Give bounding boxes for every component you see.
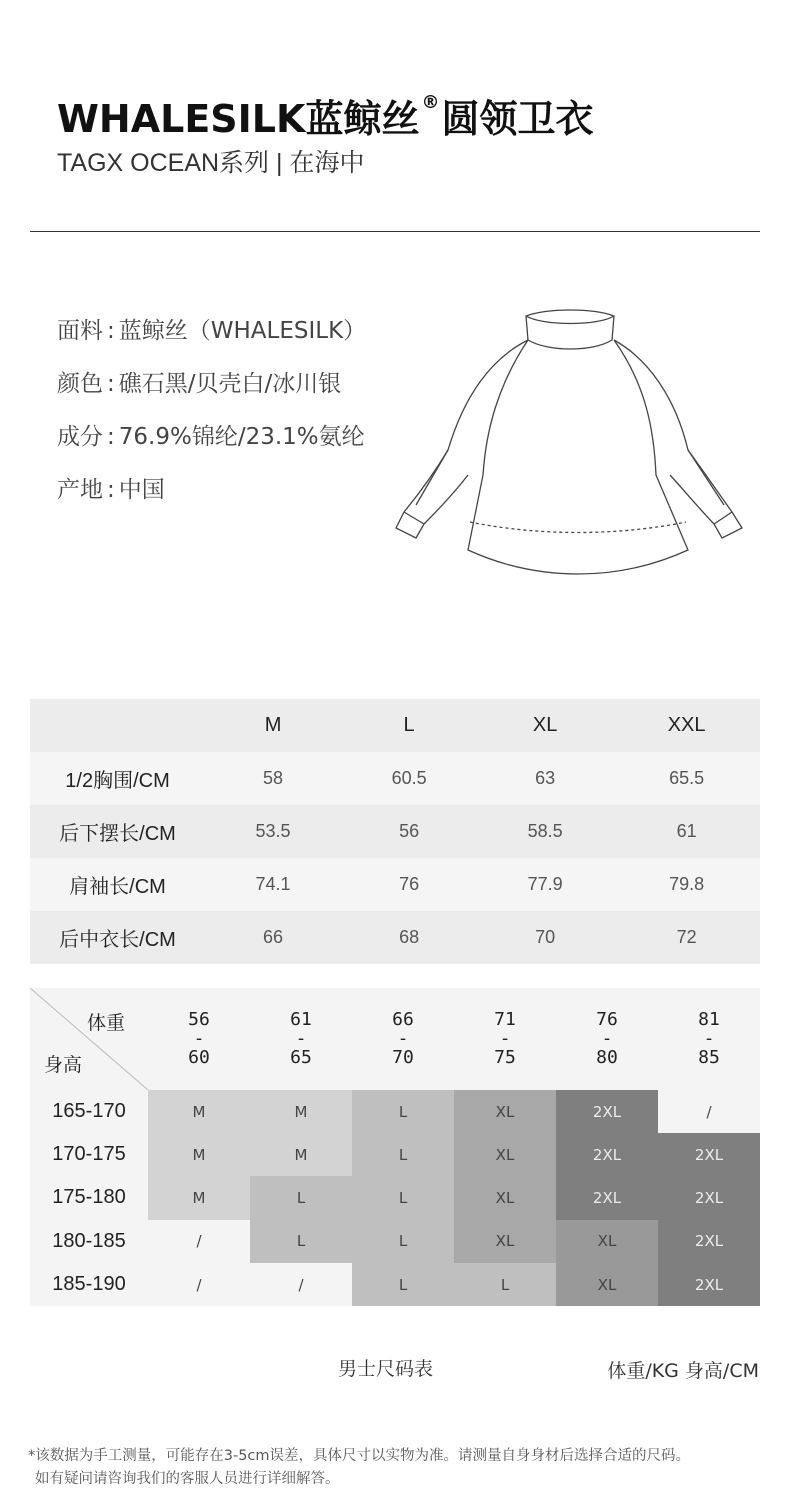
height-row-label: 180-185 [52, 1229, 126, 1252]
size-recommendation-cell: / [196, 1232, 202, 1251]
size-recommendation-cell: XL [556, 1263, 658, 1307]
title-tail: 圆领卫衣 [441, 97, 594, 141]
weight-column-header [556, 1010, 658, 1067]
title-main: WHALESILK蓝鲸丝 [57, 97, 420, 141]
table-cell: 72 [613, 911, 760, 964]
spec-key: 产地 [57, 477, 103, 503]
spec-fabric: 面料 : 蓝鲸丝（WHALESILK） [57, 318, 367, 344]
size-col-header: M [205, 699, 341, 752]
table-cell: 74.1 [205, 858, 341, 911]
table-cell: 56 [341, 805, 477, 858]
size-recommendation-cell: L [352, 1220, 454, 1264]
weight-column-header [148, 1010, 250, 1067]
product-subtitle: TAGX OCEAN系列 | 在海中 [57, 149, 365, 177]
table-row [30, 805, 760, 858]
size-recommendation-cell: M [148, 1176, 250, 1220]
size-recommendation-cell: / [706, 1102, 712, 1121]
table-cell: 58.5 [477, 805, 613, 858]
table-row [30, 752, 760, 805]
row-label: 后中衣长/CM [30, 911, 205, 964]
size-recommendation-cell: 2XL [658, 1176, 760, 1220]
size-recommendation-cell: / [298, 1275, 304, 1294]
height-row-label: 175-180 [52, 1186, 126, 1209]
size-recommendation-cell: 2XL [658, 1220, 760, 1264]
weight-dash: - [601, 1028, 613, 1049]
table-row [30, 911, 760, 964]
size-recommendation-cell: M [250, 1133, 352, 1177]
weight-column-header [658, 1010, 760, 1067]
table-cell: 70 [477, 911, 613, 964]
size-col-header: XL [477, 699, 613, 752]
size-header-row [30, 699, 760, 752]
spec-color: 颜色 : 礁石黑/贝壳白/冰川银 [57, 371, 342, 397]
spec-key: 面料 [57, 318, 103, 344]
size-recommendation-cell: 2XL [556, 1176, 658, 1220]
row-label: 肩袖长/CM [30, 858, 205, 911]
size-measurement-table [30, 699, 760, 964]
weight-axis-label: 体重 [87, 1012, 126, 1034]
size-recommendation-cell: / [196, 1275, 202, 1294]
header-divider [30, 231, 760, 232]
weight-lo: 81 [698, 1009, 720, 1030]
height-row-label: 185-190 [52, 1272, 126, 1295]
weight-column-header [250, 1010, 352, 1067]
spec-value: 礁石黑/贝壳白/冰川银 [118, 371, 342, 397]
size-recommendation-cell: M [148, 1090, 250, 1134]
registered-mark: ® [421, 92, 440, 113]
table-cell: 53.5 [205, 805, 341, 858]
weight-column-header [454, 1010, 556, 1067]
size-recommendation-cell: L [454, 1263, 556, 1307]
weight-lo: 61 [290, 1009, 312, 1030]
size-recommendation-cell: XL [556, 1220, 658, 1264]
disclaimer-line-1: *该数据为手工测量，可能存在3-5cm误差，具体尺寸以实物为准。请测量自身身材后选择合适的尺码。 [28, 1448, 691, 1464]
height-row-label: 170-175 [52, 1143, 126, 1166]
weight-hi: 70 [392, 1047, 414, 1068]
spec-key: 颜色 [57, 371, 103, 397]
weight-dash: - [295, 1028, 307, 1049]
disclaimer-line-2: 如有疑问请咨询我们的客服人员进行详细解答。 [35, 1471, 340, 1487]
size-recommendation-cell: XL [454, 1220, 556, 1264]
height-axis-label: 身高 [44, 1054, 83, 1076]
table-cell: 79.8 [613, 858, 760, 911]
height-row-label: 165-170 [52, 1100, 126, 1122]
units-label: 体重/KG 身高/CM [607, 1360, 759, 1382]
chart-caption: 男士尺码表 [338, 1358, 434, 1380]
table-cell: 61 [613, 805, 760, 858]
spec-key: 成分 [57, 424, 103, 450]
row-label: 后下摆长/CM [30, 805, 205, 858]
size-recommendation-cell: L [250, 1220, 352, 1264]
size-recommendation-cell: L [352, 1133, 454, 1177]
weight-lo: 71 [494, 1009, 516, 1030]
table-cell: 65.5 [613, 752, 760, 805]
size-recommendation-grid [30, 988, 760, 1306]
spec-value: 蓝鲸丝（WHALESILK） [118, 318, 367, 344]
size-recommendation-cell: XL [454, 1176, 556, 1220]
spec-value: 76.9%锦纶/23.1%氨纶 [118, 424, 365, 450]
header-blank [30, 699, 205, 752]
weight-hi: 60 [188, 1047, 210, 1068]
spec-origin: 产地 : 中国 [57, 477, 165, 503]
size-recommendation-cell: M [250, 1090, 352, 1134]
sweatshirt-illustration [388, 300, 760, 580]
weight-hi: 85 [698, 1047, 720, 1068]
size-recommendation-cell: L [250, 1176, 352, 1220]
weight-dash: - [397, 1028, 409, 1049]
weight-column-header [352, 1010, 454, 1067]
weight-lo: 66 [392, 1009, 414, 1030]
weight-lo: 56 [188, 1009, 210, 1030]
size-recommendation-cell: L [352, 1090, 454, 1134]
table-row [30, 858, 760, 911]
size-recommendation-cell: M [148, 1133, 250, 1177]
size-recommendation-cell: L [352, 1263, 454, 1307]
weight-dash: - [193, 1028, 205, 1049]
spec-composition: 成分 : 76.9%锦纶/23.1%氨纶 [57, 424, 365, 450]
size-recommendation-cell: XL [454, 1133, 556, 1177]
size-recommendation-cell: 2XL [556, 1090, 658, 1134]
table-cell: 58 [205, 752, 341, 805]
size-col-header: XXL [613, 699, 760, 752]
spec-value: 中国 [118, 477, 165, 503]
size-recommendation-cell: 2XL [658, 1133, 760, 1177]
size-col-header: L [341, 699, 477, 752]
row-label: 1/2胸围/CM [30, 752, 205, 805]
size-recommendation-cell: XL [454, 1090, 556, 1134]
product-title [57, 88, 593, 143]
size-recommendation-cell: 2XL [556, 1133, 658, 1177]
weight-dash: - [703, 1028, 715, 1049]
table-cell: 77.9 [477, 858, 613, 911]
weight-hi: 80 [596, 1047, 618, 1068]
size-recommendation-cell: L [352, 1176, 454, 1220]
weight-hi: 75 [494, 1047, 516, 1068]
table-cell: 63 [477, 752, 613, 805]
weight-lo: 76 [596, 1009, 618, 1030]
size-recommendation-cell: 2XL [658, 1263, 760, 1307]
table-cell: 60.5 [341, 752, 477, 805]
table-cell: 76 [341, 858, 477, 911]
table-cell: 68 [341, 911, 477, 964]
weight-hi: 65 [290, 1047, 312, 1068]
table-cell: 66 [205, 911, 341, 964]
weight-dash: - [499, 1028, 511, 1049]
